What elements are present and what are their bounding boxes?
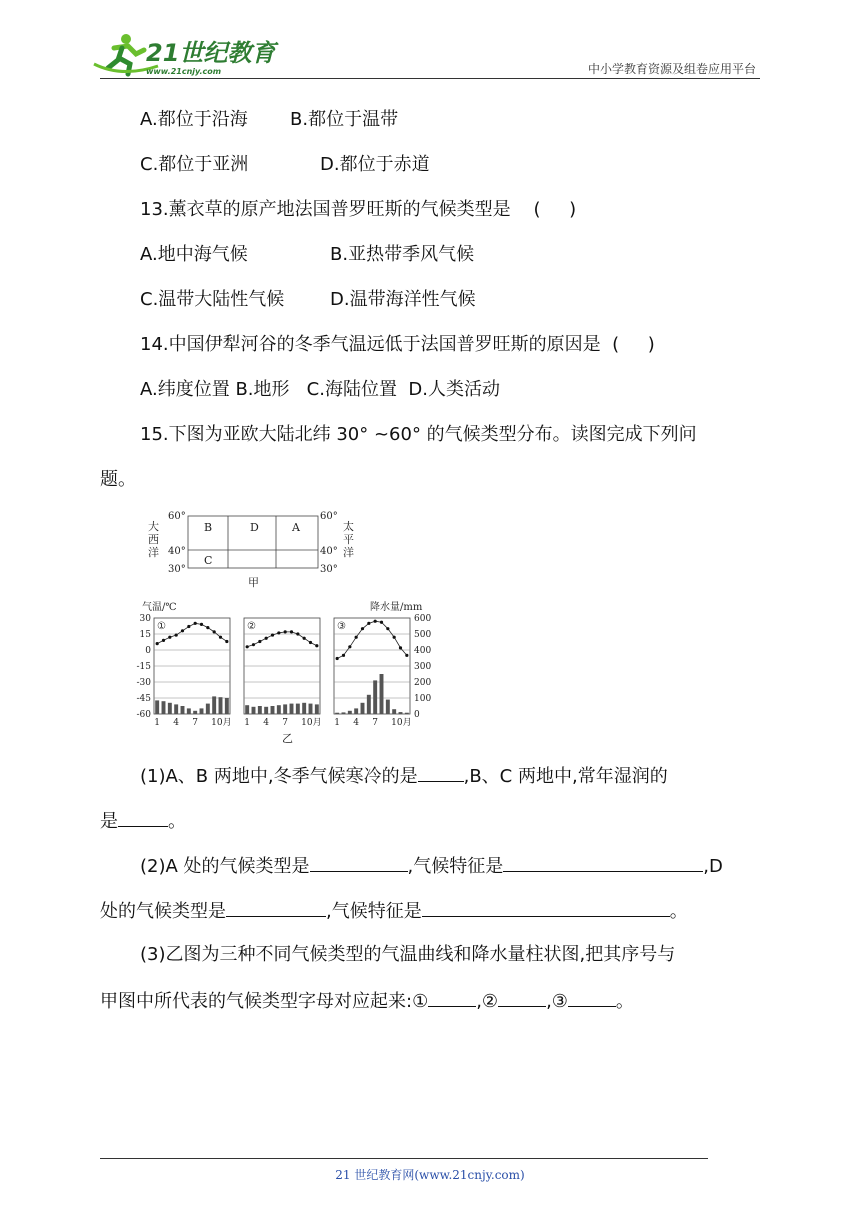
precip-bar (373, 680, 377, 714)
q12-option-b: B.都位于温带 (290, 109, 399, 130)
panel-label: ② (247, 621, 256, 632)
q15-sub2-line1: (2)A 处的气候类型是 ,气候特征是 ,D (140, 853, 723, 879)
month-tick-label: 10月 (391, 718, 412, 728)
temp-curve (337, 621, 407, 658)
temp-point (162, 639, 165, 642)
precip-bar (392, 709, 396, 714)
q12-option-c: C.都位于亚洲 (140, 154, 249, 175)
precip-bar (361, 703, 365, 714)
precip-bar (258, 706, 262, 714)
month-tick-label: 1 (244, 718, 251, 728)
q15-stem-cont: 题。 (100, 469, 136, 490)
answer-blank[interactable] (568, 988, 616, 1007)
temp-point (200, 623, 203, 626)
region-d: D (250, 521, 259, 534)
precip-bar (367, 695, 371, 714)
header-divider (100, 78, 760, 79)
temp-point (206, 626, 209, 629)
month-tick-label: 4 (353, 718, 360, 728)
lat-top-left: 60° (168, 511, 186, 522)
site-logo (92, 30, 276, 78)
precip-bar (200, 708, 204, 714)
svg-text:www.21cnjy.com: www.21cnjy.com (146, 67, 222, 76)
temp-tick-label: -60 (136, 710, 151, 720)
q13-stem: 13.薰衣草的原产地法国普罗旺斯的气候类型是 ( ) (140, 199, 577, 220)
q15-sub1-line2: 是 。 (100, 808, 186, 834)
temp-point (277, 631, 280, 634)
precip-bar (399, 712, 403, 714)
page-header (92, 30, 760, 80)
temp-tick-label: 15 (139, 630, 151, 640)
precip-tick-label: 100 (414, 694, 432, 704)
q13-option-d: D.温带海洋性气候 (330, 289, 476, 310)
precip-bar (277, 705, 281, 714)
footer-text: 21 世纪教育网(www.21cnjy.com) (335, 1168, 525, 1182)
month-tick-label: 1 (154, 718, 161, 728)
lat-mid-right: 40° (320, 546, 338, 557)
figure-jia-map (148, 511, 354, 589)
month-tick-label: 10月 (211, 718, 232, 728)
q15-sub3-line1: (3)乙图为三种不同气候类型的气温曲线和降水量柱状图,把其序号与 (140, 944, 676, 965)
temp-point (246, 645, 249, 648)
lat-mid-left: 40° (168, 546, 186, 557)
temp-curve (157, 623, 227, 643)
temp-point (156, 642, 159, 645)
temp-point (252, 643, 255, 646)
precip-axis-title: 降水量/mm (370, 602, 423, 613)
panel-label: ① (157, 621, 166, 632)
temp-tick-label: 30 (139, 614, 151, 624)
q15-sub1-line1: (1)A、B 两地中,冬季气候寒冷的是 ,B、C 两地中,常年湿润的 (140, 763, 668, 789)
q15-sub2-line2: 处的气候类型是 ,气候特征是 。 (100, 898, 688, 924)
temp-tick-label: -15 (136, 662, 151, 672)
temp-point (386, 627, 389, 630)
answer-blank[interactable] (503, 853, 703, 872)
q14-options: A.纬度位置 B.地形 C.海陆位置 D.人类活动 (140, 379, 500, 400)
q15-sub3-line2: 甲图中所代表的气候类型字母对应起来:① ,② ,③ 。 (100, 988, 634, 1014)
month-tick-label: 10月 (301, 718, 322, 728)
climate-figure (138, 506, 438, 746)
q13-option-b: B.亚热带季风气候 (330, 244, 475, 265)
answer-blank[interactable] (428, 988, 476, 1007)
precip-bar (302, 703, 306, 714)
temp-point (258, 640, 261, 643)
temp-point (284, 630, 287, 633)
month-tick-label: 4 (173, 718, 180, 728)
temp-point (213, 630, 216, 633)
precip-bar (219, 697, 223, 714)
precip-bar (380, 674, 384, 714)
temp-point (194, 622, 197, 625)
temp-tick-label: -30 (136, 678, 151, 688)
precip-bar (245, 705, 249, 714)
temp-point (399, 646, 402, 649)
precip-bar (405, 713, 409, 714)
temp-point (361, 627, 364, 630)
temp-point (380, 621, 383, 624)
region-b: B (204, 521, 213, 534)
precip-tick-label: 0 (414, 710, 420, 720)
precip-bar (342, 712, 346, 714)
precip-bar (290, 704, 294, 714)
temp-point (393, 636, 396, 639)
temp-point (296, 632, 299, 635)
temp-point (219, 636, 222, 639)
temp-point (181, 629, 184, 632)
precip-tick-label: 600 (414, 614, 432, 624)
ocean-right-label: 太平洋 (343, 520, 354, 559)
q15-stem: 15.下图为亚欧大陆北纬 30° ~60° 的气候类型分布。读图完成下列问 (140, 424, 697, 445)
temp-axis-title: 气温/℃ (142, 602, 177, 613)
temp-point (303, 637, 306, 640)
precip-bar (155, 700, 159, 714)
temp-tick-label: 0 (145, 646, 151, 656)
temp-point (265, 637, 268, 640)
temp-point (342, 654, 345, 657)
precip-bar (315, 704, 319, 714)
temp-point (187, 625, 190, 628)
temp-point (374, 620, 377, 623)
figure-yi-caption: 乙 (282, 732, 293, 745)
precip-bar (335, 713, 339, 714)
temp-point (175, 633, 178, 636)
precip-bar (386, 700, 390, 714)
month-tick-label: 7 (372, 718, 379, 728)
precip-bar (225, 698, 229, 714)
q12-option-d: D.都位于赤道 (320, 154, 430, 175)
temp-point (168, 636, 171, 639)
ocean-left-label: 大西洋 (148, 520, 159, 559)
footer-divider (100, 1158, 708, 1159)
answer-blank[interactable] (226, 898, 326, 917)
answer-blank[interactable] (118, 808, 168, 827)
precip-tick-label: 500 (414, 630, 432, 640)
answer-blank[interactable] (418, 763, 464, 782)
answer-blank[interactable] (498, 988, 546, 1007)
precip-tick-label: 200 (414, 678, 432, 688)
precip-tick-label: 300 (414, 662, 432, 672)
precip-bar (206, 704, 210, 714)
region-a: A (292, 521, 300, 534)
region-c: C (204, 554, 213, 567)
panel-label: ③ (337, 621, 346, 632)
temp-point (271, 633, 274, 636)
month-tick-label: 4 (263, 718, 270, 728)
lat-top-right: 60° (320, 511, 338, 522)
q12-option-a: A.都位于沿海 (140, 109, 248, 130)
precip-bar (193, 711, 197, 714)
precip-bar (168, 703, 172, 714)
temp-point (225, 640, 228, 643)
precip-bar (309, 704, 313, 714)
precip-bar (181, 706, 185, 714)
q14-stem: 14.中国伊犁河谷的冬季气温远低于法国普罗旺斯的原因是 ( ) (140, 334, 655, 355)
platform-name: 中小学教育资源及组卷应用平台 (587, 62, 756, 76)
precip-bar (252, 707, 256, 714)
temp-point (290, 630, 293, 633)
precip-bar (174, 704, 178, 714)
month-tick-label: 7 (282, 718, 289, 728)
answer-blank[interactable] (310, 853, 408, 872)
lat-bot-left: 30° (168, 564, 186, 575)
precip-bar (264, 707, 268, 714)
precip-bar (283, 704, 287, 714)
temp-point (309, 641, 312, 644)
temp-point (367, 622, 370, 625)
q13-option-c: C.温带大陆性气候 (140, 289, 285, 310)
svg-text:21世纪教育: 21世纪教育 (146, 39, 276, 67)
figure-yi-charts (137, 600, 432, 745)
figure-jia-caption: 甲 (248, 576, 259, 589)
answer-blank[interactable] (422, 898, 670, 917)
precip-bar (354, 708, 358, 714)
precip-bar (212, 696, 216, 714)
temp-point (405, 654, 408, 657)
month-tick-label: 7 (192, 718, 199, 728)
month-tick-label: 1 (334, 718, 341, 728)
precip-tick-label: 400 (414, 646, 432, 656)
precip-bar (187, 708, 191, 714)
lat-bot-right: 30° (320, 564, 338, 575)
temp-tick-label: -45 (136, 694, 151, 704)
precip-bar (271, 706, 275, 714)
precip-bar (348, 711, 352, 714)
temp-point (348, 645, 351, 648)
temp-point (336, 657, 339, 660)
precip-bar (162, 701, 166, 714)
temp-point (355, 636, 358, 639)
q13-option-a: A.地中海气候 (140, 244, 248, 265)
temp-point (315, 644, 318, 647)
precip-bar (296, 704, 300, 714)
